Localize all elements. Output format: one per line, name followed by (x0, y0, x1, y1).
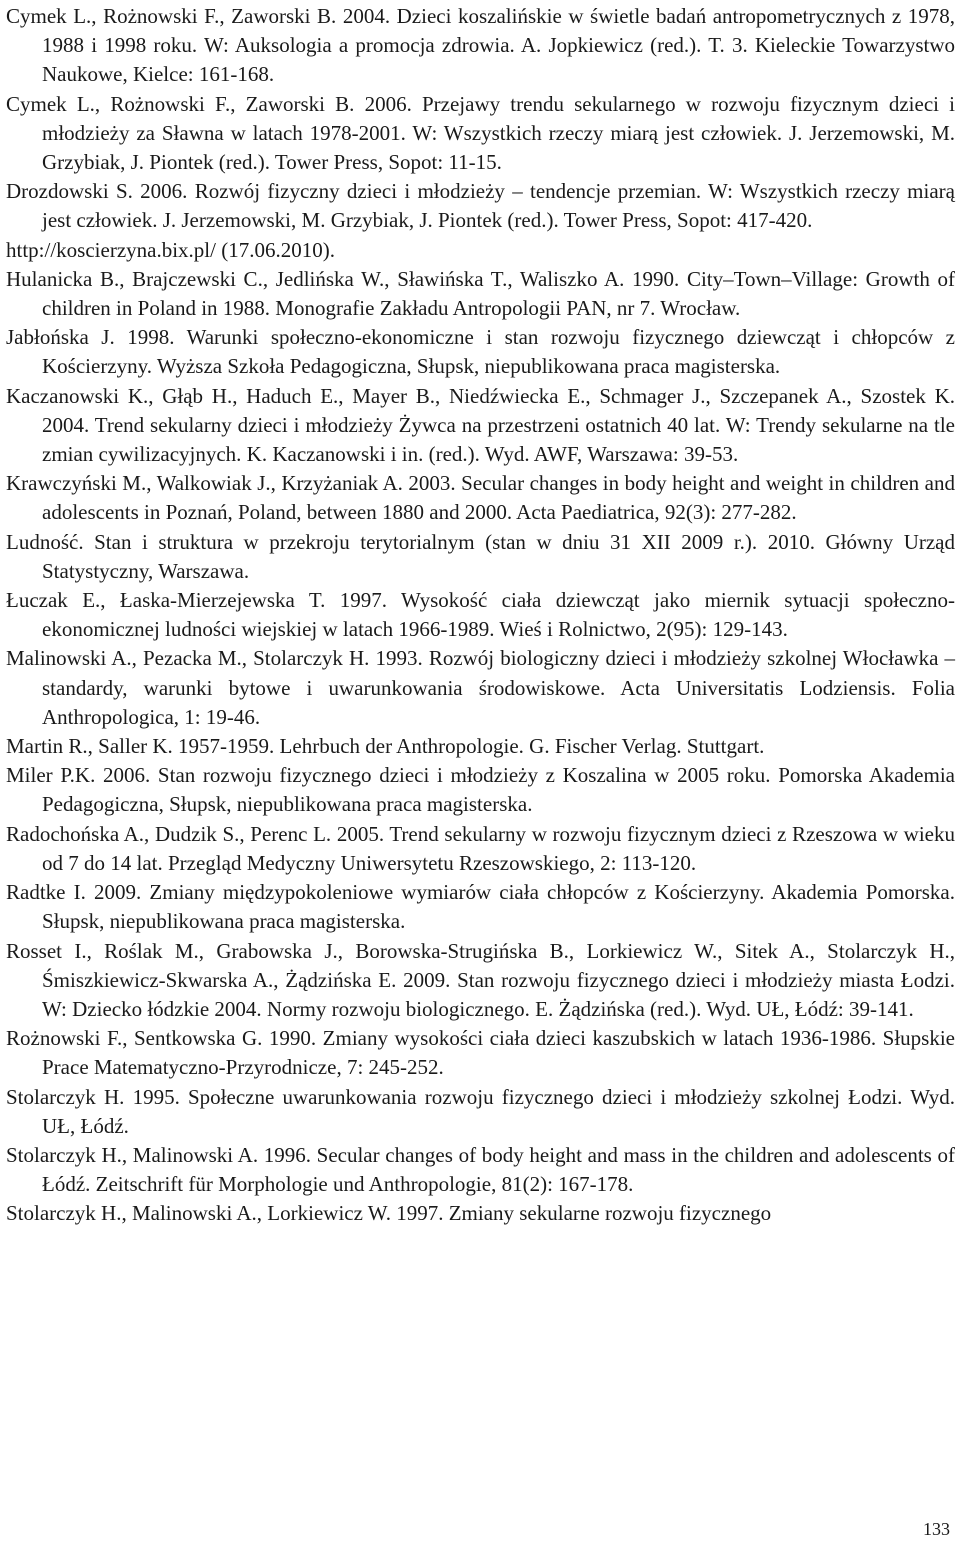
reference-entry: Radtke I. 2009. Zmiany międzypokoleniowe wymiarów ciała chłopców z Kościerzyny. Akademia Pomorska. Słupsk, niepublikowana praca magisterska. (6, 880, 955, 934)
reference-entry: Rosset I., Roślak M., Grabowska J., Borowska-Strugińska B., Lorkiewicz W., Sitek A., Stolarczyk H., Śmiszkiewicz-Skwarska A., Żądzińska E. 2009. Stan rozwoju fizycznego dzieci i młodzieży miasta Łodzi. W: Dziecko łódzkie 2004. Normy rozwoju biologicznego. E. Żądzińska (red.). Wyd. UŁ, Łódź: 39-141. (6, 938, 955, 1021)
reference-entry: Drozdowski S. 2006. Rozwój fizyczny dzieci i młodzieży – tendencje przemian. W: Wszystkich rzeczy miarą jest człowiek. J. Jerzemowski, M. Grzybiak, J. Piontek (red.). Tower Press, Sopot: 417-420. (6, 179, 955, 233)
reference-entry: Malinowski A., Pezacka M., Stolarczyk H. 1993. Rozwój biologiczny dzieci i młodzieży szkolnej Włocławka – standardy, warunki bytowe i uwarunkowania środowiskowe. Acta Universitatis Lodziensis. Folia Anthropologica, 1: 19-46. (6, 646, 955, 729)
reference-entry: Cymek L., Rożnowski F., Zaworski B. 2006. Przejawy trendu sekularnego w rozwoju fizycznym dzieci i młodzieży za Sławna w latach 1978-2001. W: Wszystkich rzeczy miarą jest człowiek. J. Jerzemowski, M. Grzybiak, J. Piontek (red.). Tower Press, Sopot: 11-15. (6, 91, 955, 175)
reference-entry: Radochońska A., Dudzik S., Perenc L. 2005. Trend sekularny w rozwoju fizycznym dzieci z Rzeszowa w wieku od 7 do 14 lat. Przegląd Medyczny Uniwersytetu Rzeszowskiego, 2: 113-120. (6, 821, 955, 875)
page-number: 133 (923, 1519, 950, 1539)
reference-list (6, 2, 955, 1229)
reference-entry: Miler P.K. 2006. Stan rozwoju fizycznego dzieci i młodzieży z Koszalina w 2005 roku. Pomorska Akademia Pedagogiczna, Słupsk, niepublikowana praca magisterska. (6, 763, 955, 817)
reference-entry: Krawczyński M., Walkowiak J., Krzyżaniak A. 2003. Secular changes in body height and weight in children and adolescents in Poznań, Poland, between 1880 and 2000. Acta Paediatrica, 92(3): 277-282. (6, 471, 955, 525)
reference-entry: http://koscierzyna.bix.pl/ (17.06.2010). (6, 237, 335, 262)
reference-entry: Jabłońska J. 1998. Warunki społeczno-ekonomiczne i stan rozwoju fizycznego dziewcząt i chłopców z Kościerzyny. Wyższa Szkoła Pedagogiczna, Słupsk, niepublikowana praca magisterska. (6, 325, 955, 379)
reference-entry: Rożnowski F., Sentkowska G. 1990. Zmiany wysokości ciała dzieci kaszubskich w latach 1936-1986. Słupskie Prace Matematyczno-Przyrodnicze, 7: 245-252. (6, 1026, 955, 1080)
reference-entry: Stolarczyk H., Malinowski A., Lorkiewicz W. 1997. Zmiany sekularne rozwoju fizycznego (6, 1201, 772, 1226)
reference-entry: Ludność. Stan i struktura w przekroju terytorialnym (stan w dniu 31 XII 2009 r.). 2010. Główny Urząd Statystyczny, Warszawa. (6, 529, 955, 583)
reference-entry: Hulanicka B., Brajczewski C., Jedlińska W., Sławińska T., Waliszko A. 1990. City–Town–Village: Growth of children in Poland in 1988. Monografie Zakładu Antropologii PAN, nr 7. Wrocław. (6, 266, 955, 321)
reference-entry: Martin R., Saller K. 1957-1959. Lehrbuch der Anthropologie. G. Fischer Verlag. Stuttgart. (6, 734, 765, 759)
reference-entry: Stolarczyk H., Malinowski A. 1996. Secular changes of body height and mass in the children and adolescents of Łódź. Zeitschrift für Morphologie und Anthropologie, 81(2): 167-178. (6, 1142, 955, 1197)
reference-entry: Cymek L., Rożnowski F., Zaworski B. 2004. Dzieci koszalińskie w świetle badań antropometrycznych z 1978, 1988 i 1998 roku. W: Auksologia a promocja zdrowia. A. Jopkiewicz (red.). T. 3. Kieleckie Towarzystwo Naukowe, Kielce: 161-168. (6, 4, 955, 87)
reference-entry: Kaczanowski K., Głąb H., Haduch E., Mayer B., Niedźwiecka E., Schmager J., Szczepanek A., Szostek K. 2004. Trend sekularny dzieci i młodzieży Żywca na przestrzeni ostatnich 40 lat. W: Trendy sekularne na tle zmian cywilizacyjnych. K. Kaczanowski i in. (red.). Wyd. AWF, Warszawa: 39-53. (6, 383, 955, 467)
reference-entry: Stolarczyk H. 1995. Społeczne uwarunkowania rozwoju fizycznego dzieci i młodzieży szkolnej Łodzi. Wyd. UŁ, Łódź. (6, 1084, 955, 1138)
reference-entry: Łuczak E., Łaska-Mierzejewska T. 1997. Wysokość ciała dziewcząt jako miernik sytuacji społeczno-ekonomicznej ludności wiejskiej w latach 1966-1989. Wieś i Rolnictwo, 2(95): 129-143. (6, 588, 955, 642)
